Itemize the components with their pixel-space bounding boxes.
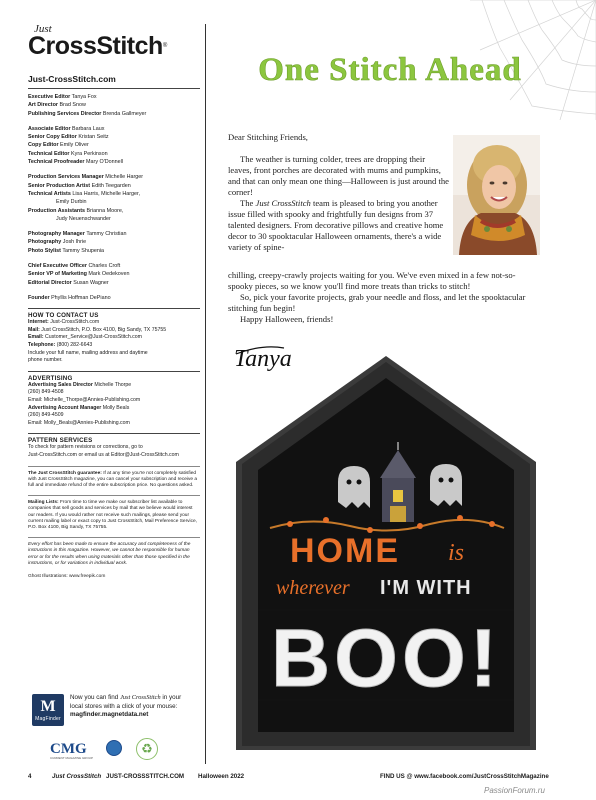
footer-facebook[interactable]: FIND US @ www.facebook.com/JustCrossStitchMagazine xyxy=(380,773,549,780)
magfinder-promo[interactable] xyxy=(28,688,206,730)
divider xyxy=(28,88,200,89)
staff-line xyxy=(28,110,200,118)
staff-name: Tammy Shupenia xyxy=(62,247,105,254)
staff-group xyxy=(28,173,200,223)
footer-url[interactable]: JUST-CROSSSTITCH.COM xyxy=(106,773,185,780)
advertising-heading: ADVERTISING xyxy=(28,371,200,382)
staff-line xyxy=(28,270,200,278)
staff-line xyxy=(28,207,200,215)
logo-just: Just xyxy=(34,23,52,35)
staff-line xyxy=(28,198,200,206)
signature-text: Tanya xyxy=(234,346,292,372)
logo-registered-mark: ® xyxy=(162,43,167,49)
artwork-wherever-text: wherever xyxy=(276,577,350,599)
headline-svg xyxy=(240,40,540,96)
staff-line xyxy=(28,215,200,223)
staff-line xyxy=(28,158,200,166)
contact-heading: HOW TO CONTACT US xyxy=(28,308,200,319)
editor-photo xyxy=(453,135,540,255)
staff-name: Brenda Gallmeyer xyxy=(102,110,147,117)
staff-role: Senior Copy Editor xyxy=(28,134,77,141)
staff-group xyxy=(28,93,200,118)
staff-name: Kristan Seitz xyxy=(78,134,109,141)
staff-role: Senior VP of Marketing xyxy=(28,271,87,278)
cross-stitch-artwork xyxy=(230,350,542,755)
footer xyxy=(28,773,588,785)
contact-mail: Mail: Just CrossStitch, P.O. Box 4100, Big Sandy, TX 75755 xyxy=(28,326,167,333)
staff-name: Brad Snow xyxy=(59,102,86,109)
staff-name: Phyllis Hoffman DePiano xyxy=(51,294,111,301)
artwork-home-text: HOME xyxy=(290,532,400,570)
staff-role: Founder xyxy=(28,294,50,301)
letter-paragraph-4: Happy Halloween, friends! xyxy=(240,314,334,324)
footer-magazine: Just CrossStitch xyxy=(52,773,102,780)
artwork-im-with-text: I'M WITH xyxy=(380,577,472,599)
site-url[interactable]: Just-CrossStitch.com xyxy=(28,74,116,84)
cmg-logo-subtext: CURRENT MAGAZINE GROUP xyxy=(50,756,93,760)
artwork-is-text: is xyxy=(448,540,465,566)
staff-role: Photography Manager xyxy=(28,231,85,238)
page-title xyxy=(240,40,540,96)
staff-role: Production Services Manager xyxy=(28,174,104,181)
staff-role: Senior Production Artist xyxy=(28,182,91,189)
contact-internet: Internet: Just-CrossStitch.com xyxy=(28,319,100,326)
staff-line xyxy=(28,230,200,238)
staff-line xyxy=(28,247,200,255)
staff-group xyxy=(28,294,200,302)
patterns-line-2[interactable]: Just-CrossStitch.com or email us at Editor@Just-CrossStitch.com xyxy=(28,451,179,458)
staff-name: Mark Oedekoven xyxy=(88,271,130,278)
letter-greeting: Dear Stitching Friends, xyxy=(228,132,308,142)
staff-line xyxy=(28,173,200,181)
staff-group xyxy=(28,262,200,287)
headline-text: One Stitch Ahead xyxy=(258,52,522,88)
staff-line xyxy=(28,294,200,302)
artwork-boo-text: BOO! xyxy=(270,613,502,704)
staff-name: Barbara Laux xyxy=(72,125,105,132)
staff-role: Art Director xyxy=(28,102,58,109)
staff-name: Josh Ihrie xyxy=(62,239,87,246)
ad-account-phone: (260) 849-4509 xyxy=(28,412,64,419)
staff-line xyxy=(28,93,200,101)
letter-paragraph-1: The weather is turning colder, trees are dropping their leaves, front porches are decorated with mums and pumpkins, and that can only mean one thing—Halloween is just around the corner! xyxy=(228,154,449,197)
staff-line xyxy=(28,238,200,246)
staff-line xyxy=(28,141,200,149)
ghost-icon xyxy=(430,464,462,506)
ad-sales: Advertising Sales Director Michelle Thorpe xyxy=(28,381,132,388)
staff-role: Executive Editor xyxy=(28,94,71,100)
logo-text: CrossStitch xyxy=(28,32,163,60)
staff-role: Publishing Services Director xyxy=(28,110,102,117)
ghost-icon xyxy=(338,466,370,508)
patterns-heading: PATTERN SERVICES xyxy=(28,433,200,444)
staff-name: Susan Wagner xyxy=(73,279,109,286)
staff-role: Technical Proofreader xyxy=(28,159,85,166)
staff-name: Edith Teegarden xyxy=(91,182,131,189)
staff-role: Photo Stylist xyxy=(28,247,61,254)
cmg-logo xyxy=(50,740,124,760)
recycle-icon: ♻ xyxy=(136,738,158,760)
masthead xyxy=(28,24,200,581)
staff-name: Charles Croft xyxy=(88,263,121,270)
staff-name: Emily Durbin xyxy=(56,199,87,206)
editor-letter-continued xyxy=(228,270,540,325)
magfinder-icon xyxy=(32,694,64,726)
letter-paragraph-2: The Just CrossStitch team is pleased to bring you another issue filled with spooky and frightfully fun designs from 37 talented designers. From decorative pillows and creative home decor to 30 spooktacular Halloween ornaments, there's a wide variety of spine- xyxy=(228,198,444,252)
ad-account: Advertising Account Manager Molly Beals xyxy=(28,404,130,411)
editor-letter xyxy=(228,132,450,253)
staff-line xyxy=(28,190,200,198)
contact-email: Email: Customer_Service@Just-CrossStitch.com xyxy=(28,334,142,341)
ad-sales-phone: (260) 849-4508 xyxy=(28,389,64,396)
staff-line xyxy=(28,279,200,287)
staff-line xyxy=(28,125,200,133)
staff-name: Michelle Harger xyxy=(105,174,144,181)
column-divider xyxy=(205,24,206,764)
staff-list xyxy=(28,93,200,302)
staff-name: Mary O'Donnell xyxy=(86,159,124,166)
contact-phone: Telephone: (800) 282-6643 xyxy=(28,342,93,349)
staff-role: Editorial Director xyxy=(28,279,72,286)
letter-paragraph-2-continued: chilling, creepy-crawly projects waiting for you. We've even mixed in a few not-so-spooky pieces, so we know you'll find more treats than tricks to stitch! xyxy=(228,270,516,291)
staff-role: Technical Artists xyxy=(28,190,71,197)
contact-note: Include your full name, mailing address and daytime xyxy=(28,349,148,356)
staff-line xyxy=(28,150,200,158)
magfinder-url[interactable]: magfinder.magnetdata.net xyxy=(70,711,149,718)
magfinder-icon-letter: M xyxy=(40,698,56,715)
staff-role: Chief Executive Officer xyxy=(28,263,88,270)
ad-account-email[interactable]: Email: Molly_Beals@Annies-Publishing.com xyxy=(28,419,130,426)
page-number: 4 xyxy=(28,773,32,780)
staff-line xyxy=(28,101,200,109)
ad-sales-email[interactable]: Email: Michelle_Thorpe@Annies-Publishing.com xyxy=(28,396,141,403)
footer-issue: Halloween 2022 xyxy=(198,773,245,780)
staff-name: Emily Oliver xyxy=(60,142,89,149)
staff-role: Production Assistants xyxy=(28,207,86,214)
contact-note-2: phone number. xyxy=(28,357,63,364)
logo xyxy=(28,34,200,58)
contact-internet-link[interactable]: Just-CrossStitch.com xyxy=(50,319,100,326)
staff-group xyxy=(28,230,200,255)
magfinder-icon-word: MagFinder xyxy=(35,716,61,722)
staff-role: Copy Editor xyxy=(28,142,59,149)
staff-name: Tammy Christian xyxy=(86,231,127,238)
staff-line xyxy=(28,262,200,270)
patterns-line-1: To check for pattern revisions or corrections, go to xyxy=(28,444,143,451)
staff-name: Kyra Perkinson xyxy=(71,150,108,157)
staff-role: Photography xyxy=(28,239,62,246)
cmg-logo-text: CMG xyxy=(50,741,87,757)
staff-role: Technical Editor xyxy=(28,150,70,157)
staff-name: Lisa Harris, Michelle Harger, xyxy=(72,190,141,197)
staff-group xyxy=(28,125,200,166)
ghost-credit: Ghost Illustrations: www.freepik.com xyxy=(28,573,106,579)
staff-line xyxy=(28,182,200,190)
contact-email-link[interactable]: Customer_Service@Just-CrossStitch.com xyxy=(45,334,142,341)
globe-icon xyxy=(106,740,122,756)
guarantee: The Just CrossStitch guarantee: If at any time you're not completely satisfied with Just CrossStitch magazine, you can cancel your subscription and receive a full and immediate refund of the entire subscription price. No questions asked. xyxy=(28,466,200,490)
letter-paragraph-3: So, pick your favorite projects, grab your needle and floss, and let the spooktacular stitching fun begin! xyxy=(228,292,526,313)
mailing-lists: Mailing Lists: From time to time we make our subscriber list available to companies that sell goods and services by mail that we believe would interest our readers. If you would rather not receive such mailings, please send your current mailing label or exact copy to Just CrossStitch, Mail Preference Service, P.O. Box 4100, Big Sandy, TX 75755. xyxy=(28,495,200,531)
disclaimer: Every effort has been made to ensure the accuracy and completeness of the instructions in this magazine. However, we cannot be responsible for human error or for the results when using materials other than those specified in the instructions, or for variations in individual work. xyxy=(28,537,200,567)
magfinder-text: Now you can find Just CrossStitch in your local stores with a click of your mouse: magfinder.magnetdata.net xyxy=(70,694,182,718)
staff-role: Associate Editor xyxy=(28,125,71,132)
staff-name: Judy Neuenschwander xyxy=(56,215,111,222)
staff-name: Tanya Fox xyxy=(71,94,97,100)
staff-name: Brianna Moore, xyxy=(86,207,124,214)
watermark: PassionForum.ru xyxy=(484,786,545,795)
staff-line xyxy=(28,133,200,141)
